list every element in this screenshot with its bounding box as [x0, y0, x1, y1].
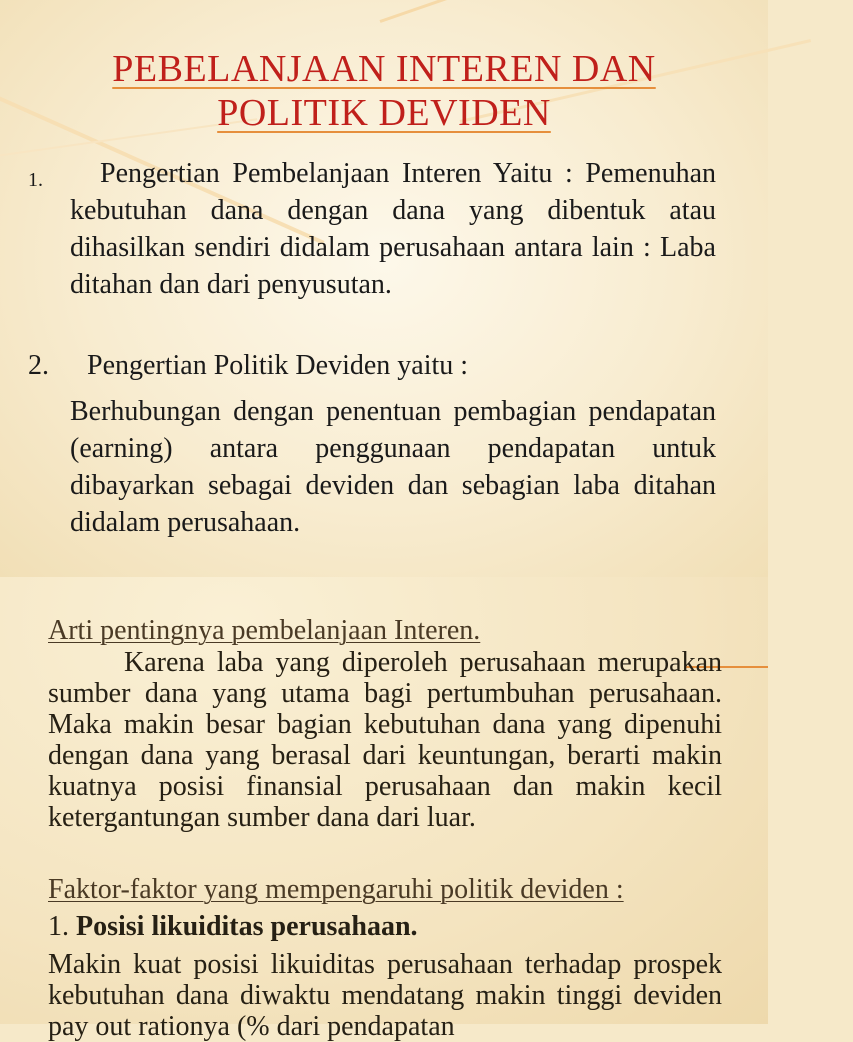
section-title-arti-penting: Arti pentingnya pembelanjaan Interen.: [48, 615, 481, 646]
slide-2: [0, 577, 768, 1042]
definition-pembelanjaan-interen: Pengertian Pembelanjaan Interen Yaitu : Pemenuhan kebutuhan dana dengan dana yang dibentuk atau dihasilkan sendiri didalam perusahaan antara lain : Laba ditahan dan dari penyusutan.: [70, 158, 716, 300]
slide-1: [0, 0, 768, 577]
factor-1-heading: 1. Posisi likuiditas perusahaan.: [48, 911, 418, 942]
decorative-stripe: [380, 0, 853, 23]
list-number-1: 1.: [28, 169, 43, 191]
slide-title-line-1: PEBELANJAAN INTEREN DAN: [112, 48, 656, 90]
list-number-2: 2.: [28, 350, 49, 381]
section-title-faktor: Faktor-faktor yang mempengaruhi politik deviden :: [48, 874, 624, 905]
factor-1-text: Makin kuat posisi likuiditas perusahaan terhadap prospek kebutuhan dana diwaktu mendatang makin tinggi deviden pay out rationya (% dari pendapatan: [48, 949, 722, 1042]
slide-title-line-2: POLITIK DEVIDEN: [217, 92, 551, 134]
paragraph-arti-penting: Karena laba yang diperoleh perusahaan merupakan sumber dana yang utama bagi pertumbuhan perusahaan. Maka makin besar bagian kebutuhan dana yang dipenuhi dengan dana yang berasal dari keuntungan, berarti makin kuatnya posisi finansial perusahaan dan makin kecil ketergantungan sumber dana dari luar.: [48, 647, 722, 833]
definition-politik-deviden-text: Berhubungan dengan penentuan pembagian pendapatan (earning) antara penggunaan pendapatan untuk dibayarkan sebagai deviden dan sebagian laba ditahan didalam perusahaan.: [70, 396, 716, 538]
definition-politik-deviden-heading: Pengertian Politik Deviden yaitu :: [87, 350, 469, 381]
